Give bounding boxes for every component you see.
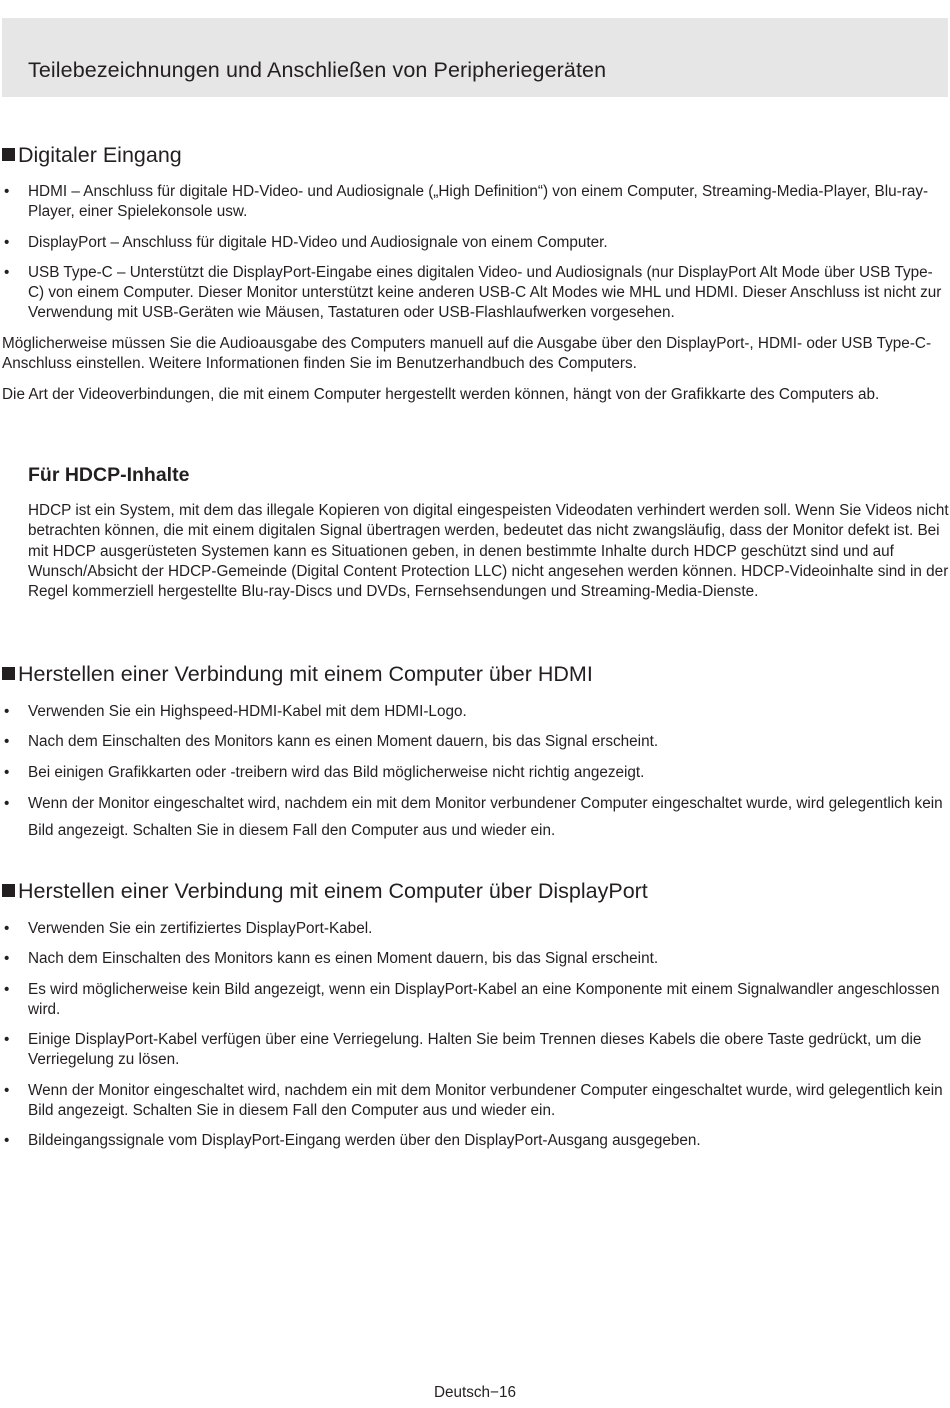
bullet-icon: • (4, 1031, 10, 1049)
list-item-text: Bei einigen Grafikkarten oder -treibern wird das Bild möglicherweise nicht richtig angezeigt. (28, 763, 645, 781)
list-item (0, 763, 946, 783)
audio-output-note: Möglicherweise müssen Sie die Audioausgabe des Computers manuell auf die Ausgabe über den DisplayPort-, HDMI- oder USB Type-C-Anschluss einstellen. Weitere Informationen finden Sie im Benutzerhandbuch des Computers. (2, 335, 932, 373)
square-bullet-icon (2, 884, 15, 897)
list-item (0, 182, 946, 223)
bullet-icon: • (4, 763, 10, 781)
section-title-text: Digitaler Eingang (18, 143, 182, 167)
list-item-text: Wenn der Monitor eingeschaltet wird, nachdem ein mit dem Monitor verbundener Computer eingeschaltet wurde, wird gelegentlich kein Bild angezeigt. Schalten Sie in diesem Fall den Computer aus und wieder ein. (28, 1081, 943, 1120)
list-item-text: Bildeingangssignale vom DisplayPort-Eingang werden über den DisplayPort-Ausgang ausgegeben. (28, 1132, 701, 1150)
list-item (0, 980, 946, 1021)
square-bullet-icon (2, 148, 15, 161)
list-item-text: HDMI – Anschluss für digitale HD-Video- und Audiosignale („High Definition“) von einem Computer, Streaming-Media-Player, Blu-ray-Player, einer Spielekonsole usw. (28, 183, 929, 221)
bullet-icon: • (4, 1081, 10, 1099)
list-item (0, 1081, 946, 1122)
hdcp-text: HDCP ist ein System, mit dem das illegale Kopieren von digital eingespeisten Videodaten verhindert werden soll. Wenn Sie Videos nicht betrachten können, die mit einem digitalen Signal übertragen werden, bedeutet das nicht zwangsläufig, dass der Monitor defekt ist. Bei mit HDCP ausgerüsteten Systemen kann es Situationen geben, in denen bestimmte Inhalte durch HDCP geschützt sind und auf Wunsch/Absicht der HDCP-Gemeinde (Digital Content Protection LLC) nicht angesehen werden können. HDCP-Videoinhalte sind in der Regel kommerziell hergestellte Blu-ray-Discs und DVDs, Fernsehsendungen und Streaming-Media-Dienste. (28, 502, 949, 601)
bullet-icon: • (4, 733, 10, 751)
bullet-icon: • (4, 263, 10, 281)
list-item-text: Nach dem Einschalten des Monitors kann es einen Moment dauern, bis das Signal erscheint. (28, 950, 659, 968)
bullet-icon: • (4, 183, 10, 200)
list-item-text: Verwenden Sie ein zertifiziertes DisplayPort-Kabel. (28, 920, 373, 937)
list-item-text: Wenn der Monitor eingeschaltet wird, nachdem ein mit dem Monitor verbundener Computer eingeschaltet wurde, wird gelegentlich kein Bild angezeigt. Schalten Sie in diesem Fall den Computer aus und wieder ein. (28, 794, 943, 839)
list-item-text: Nach dem Einschalten des Monitors kann es einen Moment dauern, bis das Signal erscheint. (28, 733, 659, 751)
bullet-icon: • (4, 233, 10, 251)
list-item-text: Einige DisplayPort-Kabel verfügen über eine Verriegelung. Halten Sie beim Trennen dieses Kabels die obere Taste gedrückt, um die Verriegelung zu lösen. (28, 1031, 922, 1069)
page-number: Deutsch−16 (433, 1384, 517, 1401)
list-item-text: Verwenden Sie ein Highspeed-HDMI-Kabel mit dem HDMI-Logo. (28, 703, 467, 720)
section-title-hdmi (2, 661, 593, 687)
bullet-icon: • (4, 794, 10, 812)
list-item (0, 1131, 946, 1151)
bullet-icon: • (4, 980, 10, 998)
list-item (0, 233, 946, 253)
list-item (0, 1030, 946, 1071)
section-title-digital-input (2, 142, 182, 168)
list-item (0, 919, 946, 939)
digital-input-list (0, 182, 946, 334)
section-title-text: Herstellen einer Verbindung mit einem Computer über HDMI (18, 662, 593, 686)
video-connection-note: Die Art der Videoverbindungen, die mit einem Computer hergestellt werden können, hängt von der Grafikkarte des Computers ab. (2, 386, 880, 403)
hdcp-title: Für HDCP-Inhalte (28, 464, 190, 486)
hdmi-list (0, 702, 946, 844)
list-item (0, 263, 946, 324)
bullet-icon: • (4, 950, 10, 968)
page-title: Teilebezeichnungen und Anschließen von Peripheriegeräten (28, 58, 607, 82)
bullet-icon: • (4, 703, 10, 720)
list-item (0, 790, 946, 844)
list-item (0, 732, 946, 752)
bullet-icon: • (4, 920, 10, 937)
displayport-list (0, 919, 946, 1162)
section-title-text: Herstellen einer Verbindung mit einem Computer über DisplayPort (18, 879, 648, 903)
list-item-text: DisplayPort – Anschluss für digitale HD-Video und Audiosignale von einem Computer. (28, 233, 608, 251)
square-bullet-icon (2, 667, 15, 680)
list-item-text: USB Type-C – Unterstützt die DisplayPort-Eingabe eines digitalen Video- und Audiosignals (nur DisplayPort Alt Mode über USB Type-C) von einem Computer. Dieser Monitor unterstützt keine anderen USB-C Alt Modes wie MHL und HDMI. Dieser Anschluss ist nicht zur Verwendung mit USB-Geräten wie Mäusen, Tastaturen oder USB-Flashlaufwerken vorgesehen. (28, 263, 942, 322)
bullet-icon: • (4, 1132, 10, 1150)
list-item-text: Es wird möglicherweise kein Bild angezeigt, wenn ein DisplayPort-Kabel an eine Komponente mit einem Signalwandler angeschlossen wird. (28, 980, 940, 1018)
list-item (0, 702, 946, 722)
section-title-displayport (2, 878, 648, 904)
list-item (0, 949, 946, 969)
